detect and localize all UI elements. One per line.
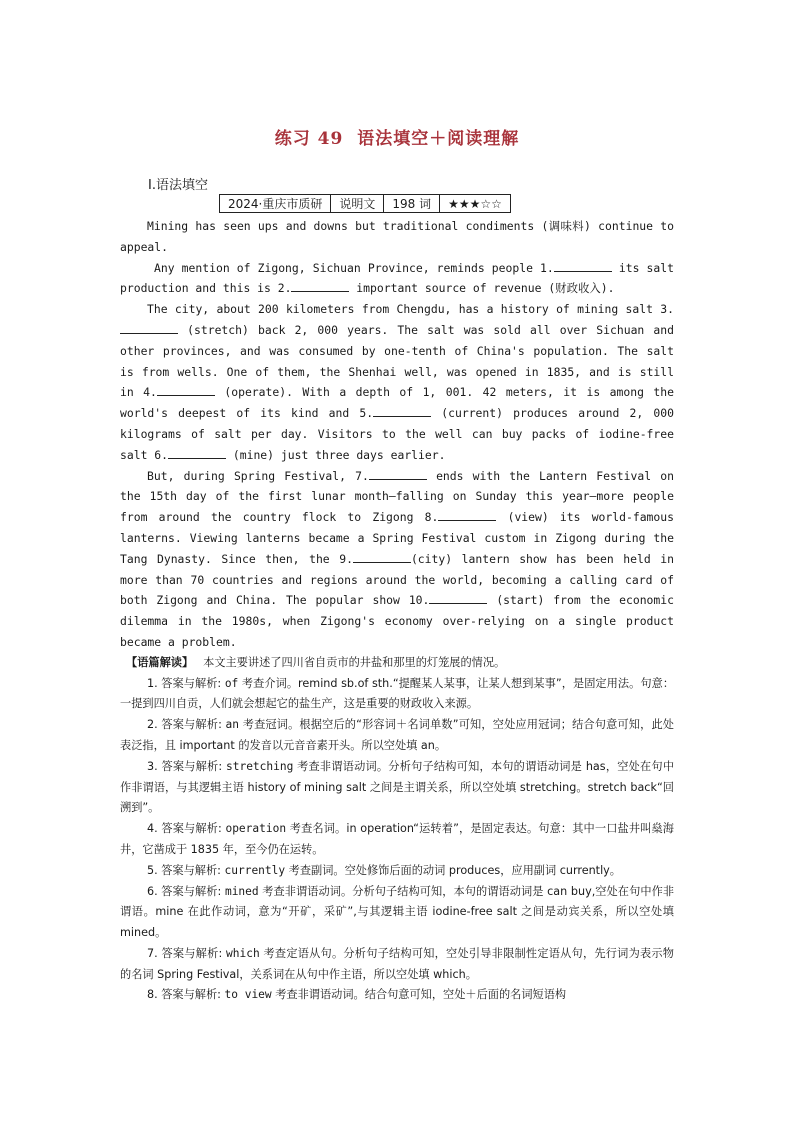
- answer-head: 8. 答案与解析:: [147, 988, 225, 1002]
- passage-text: (operate). With a depth of 1, 001. 42 meters, it is among the world's deepest of its kind and 5.: [120, 385, 674, 421]
- passage-text: important source of revenue (财政收入).: [349, 281, 615, 296]
- answer-key: mined: [224, 884, 259, 898]
- word-count-cell: 198 词: [384, 195, 440, 213]
- analysis-label: 【语篇解读】: [126, 655, 194, 669]
- answer-item: [120, 882, 674, 944]
- answer-item: [120, 757, 674, 819]
- section-heading: Ⅰ.语法填空: [148, 178, 208, 193]
- answer-explanation: 考查非谓语动词。分析句子结构可知，本句的谓语动词是 can buy,空处在句中作非谓语。mine 在此作动词，意为“开矿，采矿”,与其逻辑主语 iodine-free salt 之间是动宾关系，所以空处填 mined。: [120, 884, 675, 940]
- passage-text: (start) from the economic dilemma in the 1980s, when Zigong's economy over-relying on a single product became a problem.: [120, 593, 674, 649]
- answer-head: 5. 答案与解析:: [147, 863, 225, 877]
- answer-explanation: 考查非谓语动词。分析句子结构可知，本句的谓语动词是 has，空处在句中作非谓语，与其逻辑主语 history of mining salt 之间是主谓关系，所以空处填 stretching。stretch back“回溯到”。: [120, 759, 675, 815]
- answer-explanation: 考查介词。remind sb.of sth.“提醒某人某事，让某人想到某事”，是固定用法。句意：一提到四川自贡，人们就会想起它的盐生产，这是重要的财政收入来源。: [120, 676, 675, 711]
- blank-4[interactable]: [157, 385, 215, 396]
- passage-text: The city, about 200 kilometers from Chengdu, has a history of mining salt 3.: [147, 302, 674, 317]
- answer-head: 6. 答案与解析:: [147, 884, 225, 898]
- answer-item: [120, 819, 674, 861]
- passage-text: (view) its world-famous lanterns. Viewing lanterns became a Spring Festival custom in Zigong during the Tang Dynasty. Since then, the 9.: [120, 510, 674, 566]
- passage-paragraph: [120, 258, 674, 300]
- passage-text: Any mention of Zigong, Sichuan Province, reminds people 1.: [154, 260, 554, 275]
- answer-key: an: [225, 718, 240, 732]
- passage-text: But, during Spring Festival, 7.: [147, 468, 369, 483]
- genre-cell: 说明文: [331, 195, 384, 213]
- answer-key: which: [226, 946, 260, 960]
- passage-text: ends with the Lantern Festival on the 15th day of the first lunar month—falling on Sunday this year—more people from around the country flock to Zigong 8.: [120, 468, 674, 525]
- answer-head: 4. 答案与解析:: [147, 822, 226, 836]
- blank-2[interactable]: [291, 281, 349, 292]
- answer-key: stretching: [225, 759, 294, 773]
- passage-body: [120, 216, 674, 1006]
- difficulty-cell: ★★★☆☆: [440, 195, 511, 213]
- answer-explanation: 考查名词。in operation“运转着”，是固定表达。句意：其中一口盐井叫燊海井，它凿成于 1835 年，至今仍在运转。: [120, 822, 674, 856]
- blank-9[interactable]: [353, 552, 411, 563]
- answer-head: 3. 答案与解析:: [147, 759, 226, 773]
- answer-explanation: 考查非谓语动词。结合句意可知，空处＋后面的名词短语构: [271, 988, 567, 1002]
- passage-info-table: [219, 194, 511, 213]
- passage-paragraph: [120, 216, 674, 258]
- passage-text: (current) produces around 2, 000 kilograms of salt per day. Visitors to the well can buy packs of iodine-free salt 6.: [120, 406, 674, 462]
- answer-item: [120, 715, 674, 757]
- source-cell: 2024·重庆市质研: [220, 195, 331, 213]
- blank-6[interactable]: [168, 448, 226, 459]
- blank-10[interactable]: [429, 593, 487, 604]
- page-title: [0, 124, 794, 149]
- answer-key: currently: [224, 863, 286, 877]
- exercise-number: 练习 49: [274, 129, 344, 149]
- answer-key: to view: [224, 988, 272, 1002]
- passage-text: its salt production and this is 2.: [120, 260, 674, 296]
- answer-head: 7. 答案与解析:: [147, 946, 227, 960]
- answer-explanation: 考查定语从句。分析句子结构可知，空处引导非限制性定语从句，先行词为表示物的名词 Spring Festival，关系词在从句中作主语，所以空处填 which。: [120, 946, 674, 981]
- passage-text: (city) lantern show has been held in more than 70 countries and regions around the world, becoming a calling card of both Zigong and China. The popular show 10.: [120, 551, 674, 608]
- passage-text: (stretch) back 2, 000 years. The salt was sold all over Sichuan and other provinces, and was consumed by one-tenth of China's population. The salt is from wells. One of them, the Shenhai well, was opened in 1835, and is still in 4.: [120, 322, 674, 400]
- passage-paragraph: [120, 466, 674, 653]
- blank-7[interactable]: [369, 469, 427, 480]
- blank-1[interactable]: [554, 261, 612, 272]
- analysis-summary: [120, 653, 674, 674]
- answer-head: 1. 答案与解析:: [147, 676, 225, 690]
- blank-3[interactable]: [120, 323, 178, 334]
- blank-8[interactable]: [438, 510, 496, 521]
- passage-paragraph: [120, 299, 674, 465]
- answer-explanation: 考查副词。空处修饰后面的动词 produces，应用副词 currently。: [285, 863, 621, 877]
- answer-head: 2. 答案与解析:: [147, 718, 226, 732]
- answer-item: [120, 944, 674, 986]
- answer-item: [120, 674, 674, 716]
- answer-explanation: 考查冠词。根据空后的“形容词＋名词单数”可知，空处应用冠词；结合句意可知，此处表泛指，且 important 的发音以元音音素开头。所以空处填 an。: [120, 718, 674, 752]
- answer-item: [120, 861, 674, 882]
- exercise-topic: 语法填空＋阅读理解: [357, 129, 520, 149]
- analysis-text: 本文主要讲述了四川省自贡市的井盐和那里的灯笼展的情况。: [203, 655, 506, 669]
- passage-text: Mining has seen ups and downs but traditional condiments (调味料) continue to appeal.: [120, 219, 674, 254]
- answer-item: [120, 985, 674, 1006]
- answer-key: of: [224, 676, 239, 690]
- passage-text: (mine) just three days earlier.: [226, 447, 446, 462]
- blank-5[interactable]: [373, 406, 431, 417]
- answer-key: operation: [225, 822, 287, 836]
